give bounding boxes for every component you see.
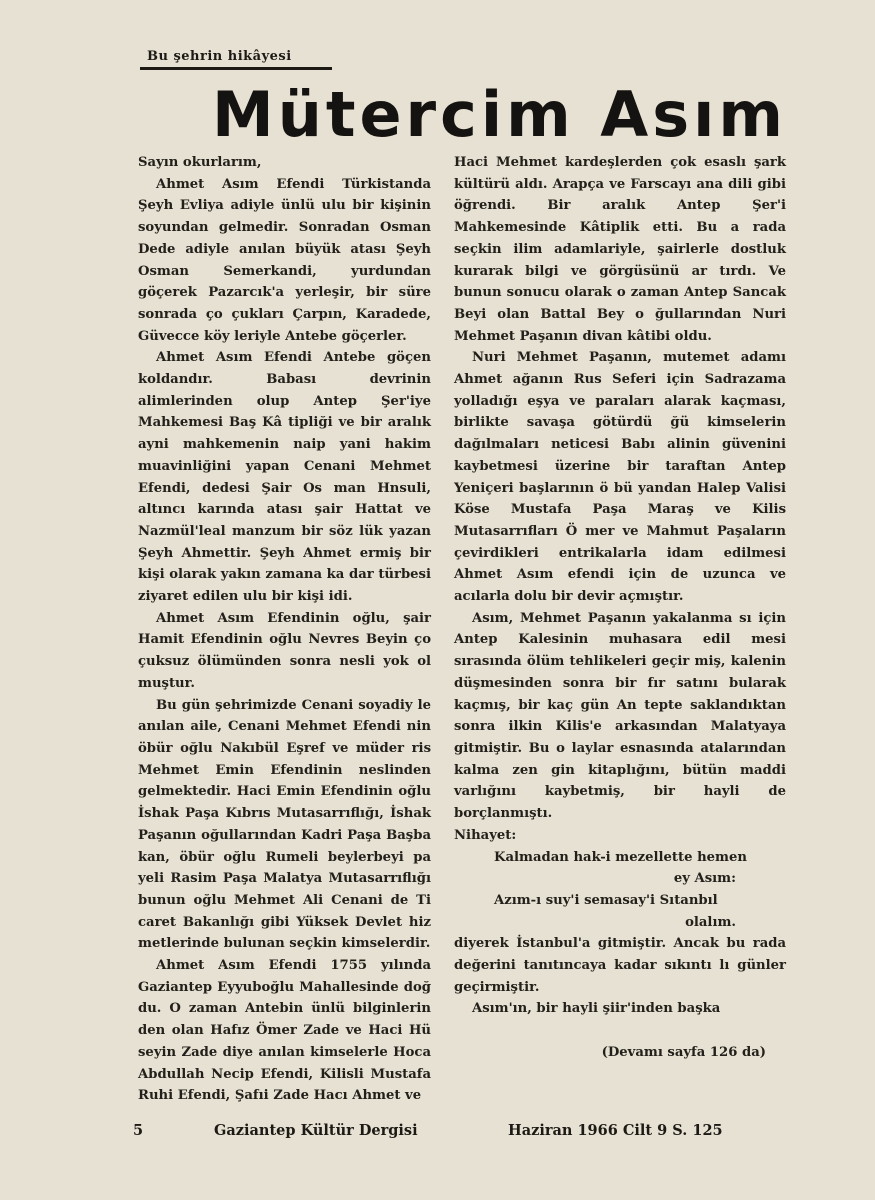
paragraph: Haci Mehmet kardeşlerden çok esaslı şark kültürü aldı. Arapça ve Farscayı ana dili gibi öğrendi. Bir aralık Antep Şer'i Mahkemesinde Kâtiplik etti. Bu a rada seçkin ilim adamlariyle, şairlerle dostluk kurarak bilgi ve görgüsünü ar tırdı. Ve bunun sonucu olarak o zaman Antep Sancak Beyi olan Battal Bey o ğullarından Nuri Mehmet Paşanın divan kâtibi oldu. [454,155,786,344]
paragraph: diyerek İstanbul'a gitmiştir. Ancak bu rada değerini tanıtıncaya kadar sıkıntı lı günler geçirmiştir. [454,936,786,995]
paragraph: Ahmet Asım Efendi Türkistanda Şeyh Evliya adiyle ünlü ulu bir kişinin soyundan gelmedir. Sonradan Osman Dede adiyle anılan büyük atası Şeyh Osman Semerkandi, yurdundan göçerek Pazarcık'a yerleşir, bir süre sonrada ço çukları Çarpın, Karadede, Güvecce köy leriyle Antebe göçerler. [138,176,431,344]
page-number: 5 [133,1122,144,1139]
verse-line: Azım-ı suy'i semasay'i Sıtanbıl [494,892,718,908]
continuation-note: (Devamı sayfa 126 da) [601,1045,766,1061]
magazine-name: Gaziantep Kültür Dergisi [214,1122,418,1139]
section-underline [140,67,332,70]
left-column [138,152,431,1107]
paragraph: Asım'ın, bir hayli şiir'inden başka [472,1001,721,1017]
right-column [454,152,786,1064]
verse-line: olalım. [685,914,736,930]
article-title: Mütercim Asım [212,78,788,151]
verse-line: Kalmadan hak-i mezellette hemen [494,849,747,865]
section-label: Bu şehrin hikâyesi [147,49,292,64]
paragraph: Nuri Mehmet Paşanın, mutemet adamı Ahmet ağanın Rus Seferi için Sadrazama yolladığı eşya ve paraları alarak kaçması, birlikte savaşa götürdü ğü kimselerin dağılmaları neticesi Babı alinin güvenini kaybetmesi üzerine bir taraftan Antep Yeniçeri başlarının ö bü yandan Halep Valisi Köse Mustafa Paşa Maraş ve Kilis Mutasarrıfları Ö mer ve Mahmut Paşaların çevirdikleri entrikalarla idam edilmesi Ahmet Asım efendi için de uzunca ve acılarla dolu bir devir açmıştır. [454,350,786,605]
paragraph: Bu gün şehrimizde Cenani soyadiy le anılan aile, Cenani Mehmet Efendi nin öbür oğlu Nakıbül Eşref ve müder ris Mehmet Emin Efendinin neslinden gelmektedir. Haci Emin Efendinin oğlu İshak Paşa Kıbrıs Mutasarrıflığı, İshak Paşanın oğullarından Kadri Paşa Başba kan, öbür oğlu Rumeli beylerbeyi pa yeli Rasim Paşa Malatya Mutasarrıflığı bunun oğlu Mehmet Ali Cenani de Ti caret Bakanlığı gibi Yüksek Devlet hiz metlerinde bulunan seçkin kimselerdir. [138,697,431,952]
paragraph: Ahmet Asım Efendinin oğlu, şair Hamit Efendinin oğlu Nevres Beyin ço çuksuz ölümünden sonra nesli yok ol muştur. [138,610,431,691]
verse-line: ey Asım: [673,871,736,887]
paragraph: Nihayet: [454,827,517,843]
paragraph: Ahmet Asım Efendi 1755 yılında Gaziantep Eyyuboğlu Mahallesinde doğ du. O zaman Antebin ünlü bilginlerin den olan Hafız Ömer Zade ve Haci Hü seyin Zade diye anılan kimselerle Hoca Abdullah Necip Efendi, Kilisli Mustafa Ruhi Efendi, Şafıi Zade Hacı Ahmet ve [138,958,431,1104]
salutation: Sayın okurlarım, [138,155,262,170]
issue-info: Haziran 1966 Cilt 9 S. 125 [508,1122,723,1139]
paragraph: Ahmet Asım Efendi Antebe göçen koldandır. Babası devrinin alimlerinden olup Antep Şer'iye Mahkemesi Baş Kâ tipliği ve bir aralık ayni mahkemenin naip yani hakim muavinliğini yapan Cenani Mehmet Efendi, dedesi Şair Os man Hnsuli, altıncı karında atası şair Hattat ve Nazmül'leal manzum bir söz lük yazan Şeyh Ahmettir. Şeyh Ahmet ermiş bir kişi olarak yakın zamana ka dar türbesi ziyaret edilen ulu bir kişi idi. [138,350,431,605]
paragraph: Asım, Mehmet Paşanın yakalanma sı için Antep Kalesinin muhasara edil mesi sırasında ölüm tehlikeleri geçir miş, kalenin düşmesinden sonra bir fır satını bularak kaçmış, bir kaç gün An tepte saklandıktan sonra ilkin Kilis'e arkasından Malatyaya gitmiştir. Bu o laylar esnasında atalarından kalma zen gin kitaplığını, bütün maddi varlığını kaybetmiş, bir hayli de borçlanmıştı. [454,610,786,822]
